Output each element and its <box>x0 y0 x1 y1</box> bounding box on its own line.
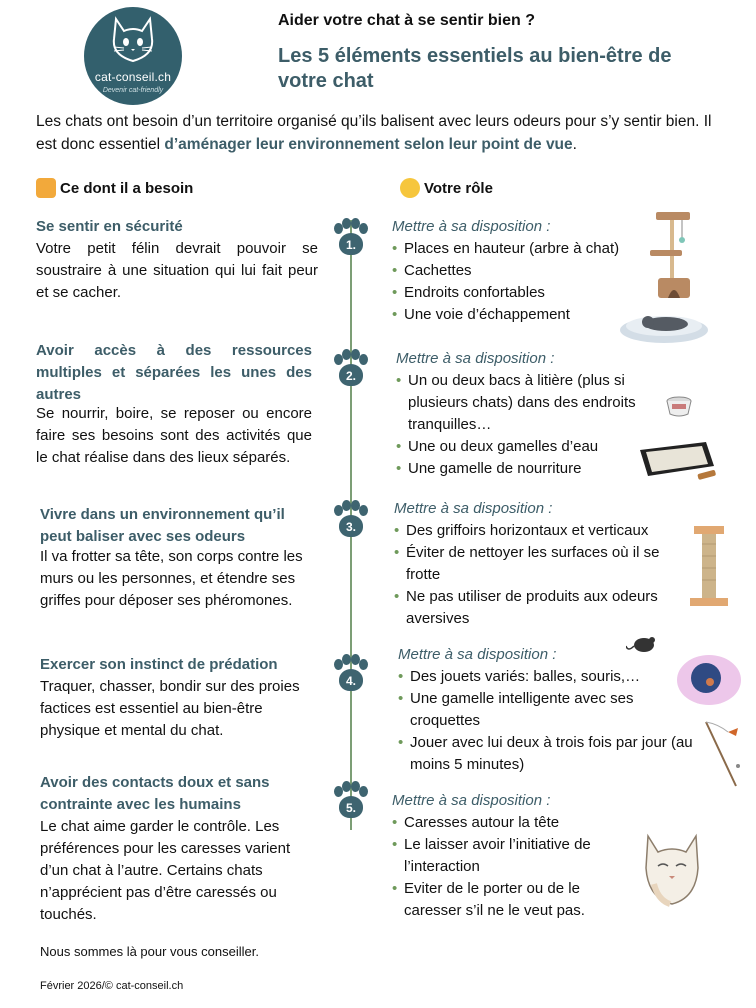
cat-portrait-icon <box>636 824 708 914</box>
step-number: 2. <box>339 364 363 386</box>
step-number: 5. <box>339 796 363 818</box>
left-column-label: Ce dont il a besoin <box>60 179 194 197</box>
cat-bed-icon <box>618 300 710 346</box>
step-number: 1. <box>339 233 363 255</box>
list-item: • Endroits confortables <box>392 282 652 304</box>
role-list <box>392 812 638 922</box>
role-list <box>396 370 654 480</box>
step-number: 4. <box>339 669 363 691</box>
intro-end: . <box>572 136 577 153</box>
role-title: Mettre à sa disposition : <box>398 646 557 663</box>
left-column-heading <box>36 178 193 198</box>
cat-head-icon <box>110 15 156 67</box>
need-text: Se nourrir, boire, se reposer ou encore faire ses besoins sont des activités que le chat réalise dans des lieux séparés. <box>36 405 312 466</box>
role-list <box>394 520 686 630</box>
need-title: Vivre dans un environnement qu’il peut baliser avec ses odeurs <box>40 506 285 545</box>
list-item: • Une gamelle de nourriture <box>396 458 654 480</box>
step-number: 3. <box>339 515 363 537</box>
list-item: • Jouer avec lui deux à trois fois par jour (au moins 5 minutes) <box>398 732 698 776</box>
need-title: Avoir des contacts doux et sans contrainte avec les humains <box>40 774 270 813</box>
list-item: • Des jouets variés: balles, souris,… <box>398 666 698 688</box>
need-title: Se sentir en sécurité <box>36 218 183 235</box>
need-title: Avoir accès à des ressources multiples et séparées les unes des autres <box>36 342 312 403</box>
role-title: Mettre à sa disposition : <box>392 792 551 809</box>
logo-name: cat-conseil.ch <box>94 70 172 84</box>
role-title: Mettre à sa disposition : <box>394 500 553 517</box>
page-title: Les 5 éléments essentiels au bien-être de votre chat <box>278 45 672 92</box>
list-item: • Cachettes <box>392 260 652 282</box>
paw-icon <box>333 349 369 389</box>
list-item: • Ne pas utiliser de produits aux odeurs aversives <box>394 586 686 630</box>
role-list <box>392 238 652 326</box>
right-column-heading <box>400 178 493 198</box>
paw-icon <box>333 654 369 694</box>
footer-copyright: Février 2026/© cat-conseil.ch <box>40 980 184 992</box>
intro-text: Les chats ont besoin d’un territoire organisé qu’ils balisent avec leurs odeurs pour s’y sentir bien. Il est donc essentiel <box>36 113 712 153</box>
footer-text: Nous sommes là pour vous conseiller. <box>40 944 259 959</box>
need-text: Le chat aime garder le contrôle. Les préférences pour les caresses varient d’un chat à l’autre. Certains chats n’apprécient pas d’être caressés ou touchés. <box>40 818 291 923</box>
list-item: • Eviter de le porter ou de le caresser s’il ne le veut pas. <box>392 878 638 922</box>
list-item: • Éviter de nettoyer les surfaces où il se frotte <box>394 542 686 586</box>
list-item: • Des griffoirs horizontaux et verticaux <box>394 520 686 542</box>
list-item: • Places en hauteur (arbre à chat) <box>392 238 652 260</box>
list-item: • Une gamelle intelligente avec ses croquettes <box>398 688 698 732</box>
litter-box-icon <box>636 436 718 488</box>
logo-tagline: Devenir cat-friendly <box>102 87 164 94</box>
cat-face-icon <box>36 178 56 198</box>
scratching-post-icon <box>688 524 730 608</box>
list-item: • Le laisser avoir l’initiative de l’interaction <box>392 834 638 878</box>
need-text: Votre petit félin devrait pouvoir se soustraire à une situation qui lui fait peur et se cacher. <box>36 240 318 301</box>
need-text: Il va frotter sa tête, son corps contre les murs ou les personnes, et étendre ses griffes pour déposer ses phéromones. <box>40 548 303 609</box>
role-list <box>398 666 698 776</box>
page-kicker: Aider votre chat à se sentir bien ? <box>278 12 535 29</box>
list-item: • Un ou deux bacs à litière (plus si plusieurs chats) dans des endroits tranquilles… <box>396 370 654 436</box>
need-text: Traquer, chasser, bondir sur des proies factices est essentiel au bien-être physique et mental du chat. <box>40 678 300 739</box>
intro-highlight: d’aménager leur environnement selon leur point de vue <box>164 136 573 153</box>
role-title: Mettre à sa disposition : <box>392 218 551 235</box>
intro-paragraph <box>36 110 726 156</box>
cat-tree-icon <box>648 208 698 302</box>
smart-feeder-icon <box>676 654 742 706</box>
list-item: • Caresses autour la tête <box>392 812 638 834</box>
need-title: Exercer son instinct de prédation <box>40 656 278 673</box>
paw-icon <box>333 500 369 540</box>
water-bowl-icon <box>664 394 694 418</box>
paw-icon <box>333 218 369 258</box>
toy-mouse-icon <box>626 632 660 656</box>
logo <box>84 7 182 105</box>
wink-face-icon <box>400 178 420 198</box>
role-title: Mettre à sa disposition : <box>396 350 555 367</box>
right-column-label: Votre rôle <box>424 179 493 197</box>
paw-icon <box>333 781 369 821</box>
list-item: • Une ou deux gamelles d’eau <box>396 436 654 458</box>
list-item: • Une voie d’échappement <box>392 304 652 326</box>
wand-toy-icon <box>702 712 750 794</box>
